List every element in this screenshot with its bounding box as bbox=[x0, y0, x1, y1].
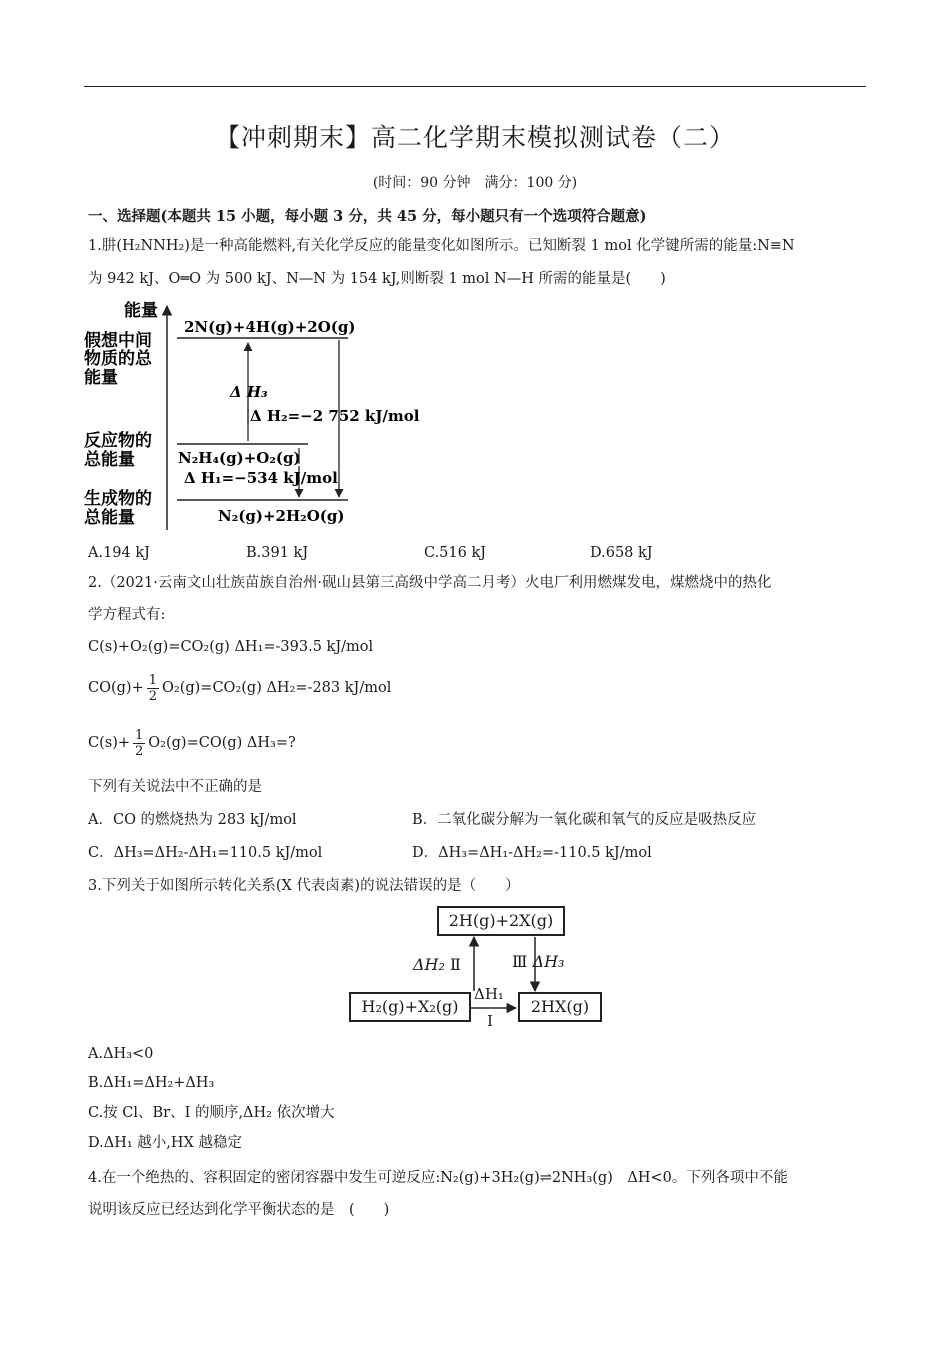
q3-top-box: 2H(g)+2X(g) bbox=[437, 906, 565, 936]
exam-meta: (时间：90 分钟 满分：100 分) bbox=[372, 175, 578, 191]
q3-option-a: A.ΔH₃<0 bbox=[88, 1046, 154, 1062]
q2-option-a: A．CO 的燃烧热为 283 kJ/mol bbox=[88, 812, 297, 828]
q3-right-box: 2HX(g) bbox=[518, 992, 602, 1022]
q3-dh2-label: ΔH₂ Ⅱ bbox=[413, 955, 461, 974]
mid-species: N₂H₄(g)+O₂(g) bbox=[178, 449, 301, 467]
q3-stem: 3.下列关于如图所示转化关系(X 代表卤素)的说法错误的是（ ） bbox=[88, 878, 520, 894]
q3-option-b: B.ΔH₁=ΔH₂+ΔH₃ bbox=[88, 1075, 215, 1091]
q2-stem-line2: 学方程式有: bbox=[88, 607, 166, 623]
level-mid-label-1: 反应物的 bbox=[84, 431, 152, 451]
q1-stem-line1: 1.肼(H₂NNH₂)是一种高能燃料,有关化学反应的能量变化如图所示。已知断裂 1 mol 化学键所需的能量:N≡N bbox=[88, 238, 795, 254]
y-axis-label: 能量 bbox=[124, 301, 158, 321]
q2-equation-1: C(s)+O₂(g)=CO₂(g) ΔH₁=-393.5 kJ/mol bbox=[88, 639, 374, 655]
level-top-label-1: 假想中间 bbox=[84, 331, 152, 351]
fraction-one-half: $\frac{1}{2}$ bbox=[135, 727, 144, 759]
level-mid-label-2: 总能量 bbox=[84, 450, 135, 470]
q1-option-b: B.391 kJ bbox=[246, 545, 309, 561]
level-bot-label-1: 生成物的 bbox=[84, 489, 152, 509]
level-top-label-2: 物质的总 bbox=[84, 349, 152, 369]
q1-option-d: D.658 kJ bbox=[590, 545, 653, 561]
section-heading: 一、选择题(本题共 15 小题，每小题 3 分，共 45 分，每小题只有一个选项符合题意) bbox=[88, 208, 647, 225]
level-bot-label-2: 总能量 bbox=[84, 508, 135, 528]
q2-option-b: B．二氧化碳分解为一氧化碳和氧气的反应是吸热反应 bbox=[412, 812, 757, 828]
q2-question: 下列有关说法中不正确的是 bbox=[88, 779, 262, 795]
fraction-one-half: $\frac{1}{2}$ bbox=[148, 672, 158, 704]
q1-stem-line2: 为 942 kJ、O═O 为 500 kJ、N—N 为 154 kJ,则断裂 1 mol N—H 所需的能量是( ) bbox=[88, 271, 666, 287]
q2-option-d: D．ΔH₃=ΔH₁-ΔH₂=-110.5 kJ/mol bbox=[412, 845, 652, 861]
q3-route-1-label: Ⅰ bbox=[487, 1012, 493, 1030]
q4-stem-line2: 说明该反应已经达到化学平衡状态的是 ( ) bbox=[88, 1202, 390, 1218]
q3-option-c: C.按 Cl、Br、I 的顺序,ΔH₂ 依次增大 bbox=[88, 1105, 335, 1121]
q1-option-c: C.516 kJ bbox=[424, 545, 487, 561]
bot-species: N₂(g)+2H₂O(g) bbox=[218, 507, 345, 525]
level-top-label-3: 能量 bbox=[84, 368, 118, 388]
q1-energy-diagram bbox=[80, 296, 430, 536]
q3-dh3-label: Ⅲ ΔH₃ bbox=[512, 952, 565, 971]
q4-stem-line1: 4.在一个绝热的、容积固定的密闭容器中发生可逆反应:N₂(g)+3H₂(g)⇌2NH₃(g) ΔH<0。下列各项中不能 bbox=[88, 1170, 788, 1186]
dh3-label: Δ H₃ bbox=[230, 383, 268, 401]
q3-left-box: H₂(g)+X₂(g) bbox=[349, 992, 471, 1022]
page-title: 【冲刺期末】高二化学期末模拟测试卷（二） bbox=[214, 123, 735, 152]
q2-equation-3: C(s)+ $\frac{1}{2}$ O₂(g)=CO(g) ΔH₃=? bbox=[88, 727, 296, 759]
dh1-label: Δ H₁=−534 kJ/mol bbox=[184, 469, 338, 487]
q3-dh1-label: ΔH₁ bbox=[474, 985, 504, 1003]
q1-option-a: A.194 kJ bbox=[88, 545, 150, 561]
q2-option-c: C．ΔH₃=ΔH₂-ΔH₁=110.5 kJ/mol bbox=[88, 845, 323, 861]
dh2-label: Δ H₂=−2 752 kJ/mol bbox=[250, 407, 420, 425]
top-species: 2N(g)+4H(g)+2O(g) bbox=[184, 318, 356, 336]
q3-cycle-arrows bbox=[340, 930, 610, 1030]
q3-option-d: D.ΔH₁ 越小,HX 越稳定 bbox=[88, 1135, 242, 1151]
q2-stem-line1: 2.（2021·云南文山壮族苗族自治州·砚山县第三高级中学高二月考）火电厂利用燃煤发电，煤燃烧中的热化 bbox=[88, 575, 772, 591]
q2-equation-2: CO(g)+ $\frac{1}{2}$ O₂(g)=CO₂(g) ΔH₂=-283 kJ/mol bbox=[88, 672, 392, 704]
top-rule bbox=[84, 86, 866, 87]
